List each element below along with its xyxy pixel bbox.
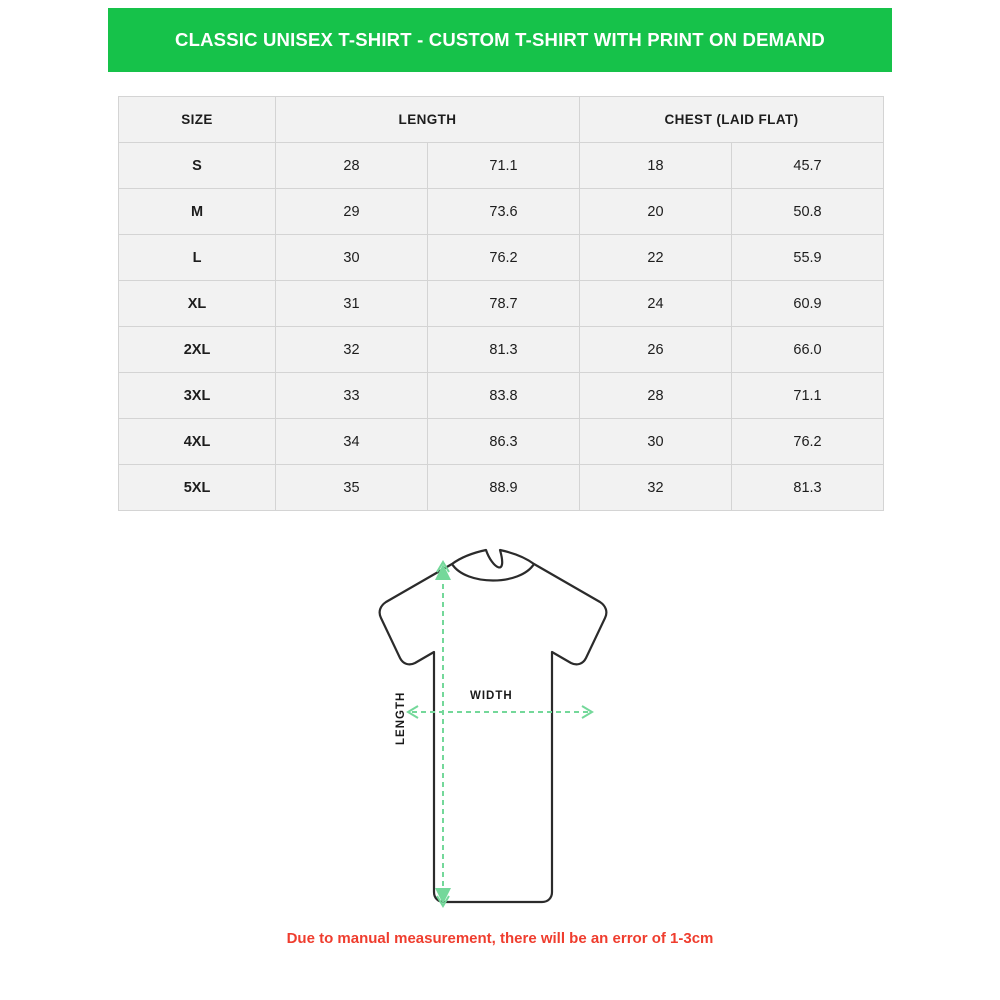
cell-chest-in: 22 — [580, 235, 732, 281]
cell-chest-in: 30 — [580, 419, 732, 465]
cell-length-in: 32 — [276, 327, 428, 373]
cell-length-in: 30 — [276, 235, 428, 281]
cell-length-in: 29 — [276, 189, 428, 235]
table-row — [119, 465, 884, 511]
cell-length-in: 31 — [276, 281, 428, 327]
cell-chest-in: 18 — [580, 143, 732, 189]
width-label: WIDTH — [470, 690, 513, 702]
cell-size: XL — [119, 281, 276, 327]
cell-length-in: 33 — [276, 373, 428, 419]
column-header-length: LENGTH — [276, 97, 580, 143]
cell-length-in: 34 — [276, 419, 428, 465]
length-label: LENGTH — [395, 691, 407, 745]
cell-chest-cm: 71.1 — [732, 373, 884, 419]
measurement-disclaimer: Due to manual measurement, there will be an error of 1-3cm — [286, 930, 714, 947]
column-header-chest: CHEST (LAID FLAT) — [580, 97, 884, 143]
cell-chest-in: 32 — [580, 465, 732, 511]
cell-size: L — [119, 235, 276, 281]
cell-chest-cm: 81.3 — [732, 465, 884, 511]
table-row — [119, 327, 884, 373]
cell-length-cm: 76.2 — [428, 235, 580, 281]
cell-size: 3XL — [119, 373, 276, 419]
column-header-size: SIZE — [119, 97, 276, 143]
cell-chest-cm: 45.7 — [732, 143, 884, 189]
cell-length-in: 28 — [276, 143, 428, 189]
table-header — [119, 97, 884, 143]
measurement-arrows — [300, 540, 700, 930]
page-title: CLASSIC UNISEX T-SHIRT - CUSTOM T-SHIRT WITH PRINT ON DEMAND — [175, 29, 825, 50]
table-header-row — [119, 97, 884, 143]
cell-length-cm: 86.3 — [428, 419, 580, 465]
header-banner — [108, 8, 892, 72]
cell-size: 4XL — [119, 419, 276, 465]
table-row — [119, 143, 884, 189]
cell-length-cm: 73.6 — [428, 189, 580, 235]
cell-length-cm: 81.3 — [428, 327, 580, 373]
cell-chest-in: 20 — [580, 189, 732, 235]
cell-chest-in: 26 — [580, 327, 732, 373]
table-row — [119, 419, 884, 465]
cell-chest-cm: 50.8 — [732, 189, 884, 235]
cell-length-cm: 71.1 — [428, 143, 580, 189]
table-row — [119, 281, 884, 327]
cell-size: S — [119, 143, 276, 189]
cell-chest-cm: 66.0 — [732, 327, 884, 373]
size-chart-container — [118, 96, 882, 511]
cell-size: 2XL — [119, 327, 276, 373]
cell-length-cm: 88.9 — [428, 465, 580, 511]
cell-chest-cm: 76.2 — [732, 419, 884, 465]
table-row — [119, 373, 884, 419]
cell-length-cm: 78.7 — [428, 281, 580, 327]
size-chart-table — [118, 96, 884, 511]
cell-size: M — [119, 189, 276, 235]
cell-chest-in: 24 — [580, 281, 732, 327]
table-row — [119, 189, 884, 235]
table-body — [119, 143, 884, 511]
cell-length-cm: 83.8 — [428, 373, 580, 419]
cell-chest-cm: 60.9 — [732, 281, 884, 327]
cell-chest-cm: 55.9 — [732, 235, 884, 281]
table-row — [119, 235, 884, 281]
cell-size: 5XL — [119, 465, 276, 511]
cell-length-in: 35 — [276, 465, 428, 511]
cell-chest-in: 28 — [580, 373, 732, 419]
